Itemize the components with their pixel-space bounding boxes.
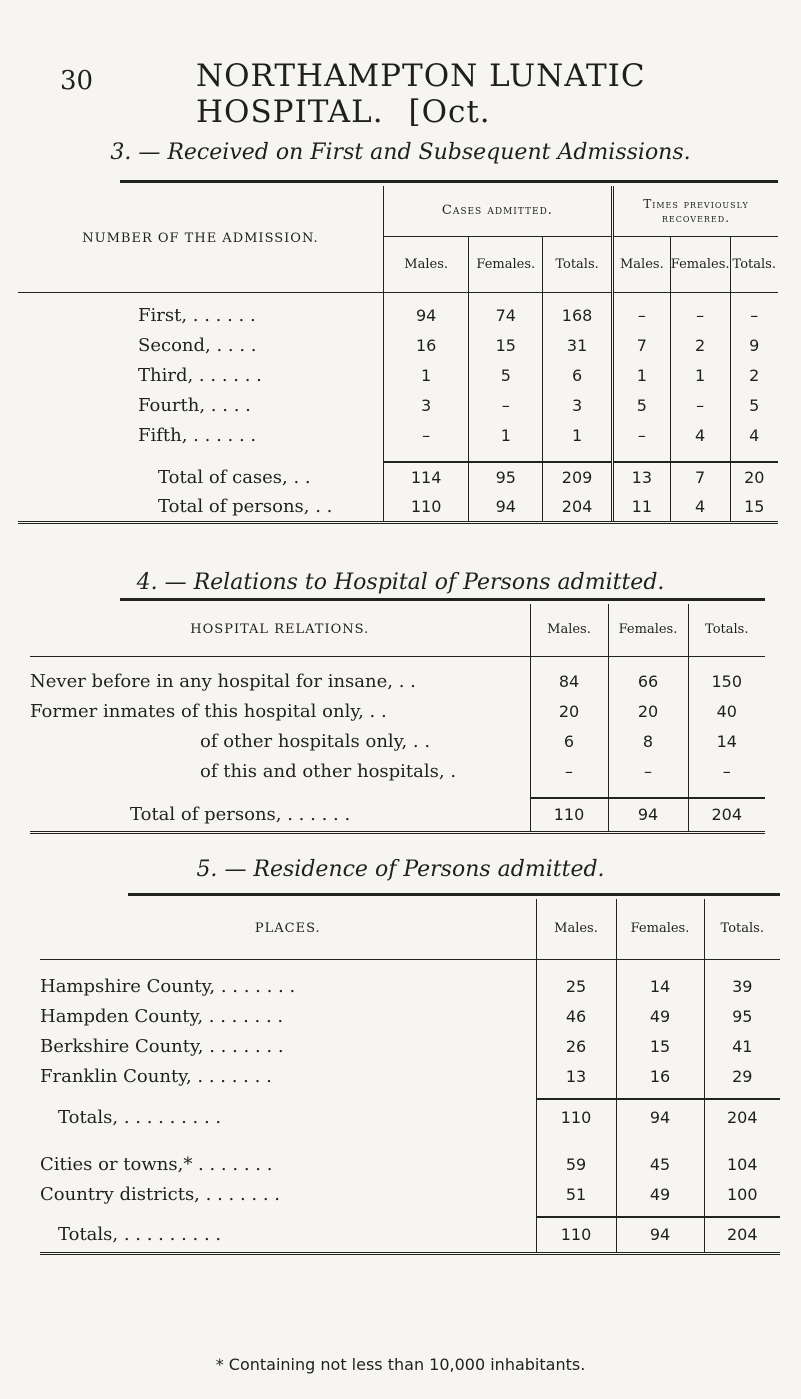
value-cell: 7: [612, 330, 670, 360]
table4-top-rule: [120, 598, 765, 601]
row-label: Totals, . . . . . . . . .: [40, 1217, 536, 1253]
table-row: [30, 696, 765, 726]
table3-sub-header: Totals.: [543, 236, 613, 292]
value-cell: 16: [383, 330, 469, 360]
value-cell: 95: [704, 1001, 780, 1031]
value-cell: 46: [536, 1001, 616, 1031]
value-cell: –: [670, 390, 730, 420]
table-row: [30, 756, 765, 786]
row-label: Fifth, . . . . . .: [138, 424, 257, 446]
row-label: Second, . . . .: [138, 334, 257, 356]
table-row: [40, 971, 780, 1001]
value-cell: 1: [543, 420, 613, 450]
value-cell: –: [612, 420, 670, 450]
value-cell: 15: [730, 492, 778, 522]
table4-title: [0, 570, 801, 595]
table3-sub-header: Females.: [670, 236, 730, 292]
value-cell: 94: [383, 300, 469, 330]
table3: [18, 186, 778, 524]
table-row: [40, 1149, 780, 1179]
value-cell: 14: [616, 971, 704, 1001]
value-cell: 8: [608, 726, 688, 756]
row-label: Totals, . . . . . . . . .: [58, 1106, 222, 1128]
value-cell: –: [530, 756, 608, 786]
table3-row-header: NUMBER OF THE ADMISSION.: [18, 186, 383, 292]
value-cell: 15: [469, 330, 543, 360]
value-cell: 66: [608, 666, 688, 696]
value-cell: 110: [536, 1217, 616, 1253]
table3-group-recovered: Times previously recovered.: [612, 186, 778, 236]
value-cell: 26: [536, 1031, 616, 1061]
table-row: [18, 360, 778, 390]
value-cell: 110: [383, 492, 469, 522]
value-cell: 94: [616, 1217, 704, 1253]
table-row: [18, 492, 778, 522]
table4-row-header: HOSPITAL RELATIONS.: [30, 604, 530, 656]
table5-sub-header: Totals.: [704, 899, 780, 959]
page-number: 30: [60, 66, 94, 96]
value-cell: 4: [670, 420, 730, 450]
row-label: Berkshire County, . . . . . . .: [40, 1035, 284, 1057]
value-cell: 5: [612, 390, 670, 420]
value-cell: 49: [616, 1179, 704, 1209]
issue-date: [Oct.: [408, 94, 491, 130]
table5-sub-header: Males.: [536, 899, 616, 959]
table5: [40, 899, 780, 1255]
table3-sub-header: Males.: [383, 236, 469, 292]
value-cell: 45: [616, 1149, 704, 1179]
value-cell: 1: [670, 360, 730, 390]
table4-number: 4.: [136, 570, 158, 595]
value-cell: –: [469, 390, 543, 420]
value-cell: 114: [383, 462, 469, 492]
table-row: [18, 390, 778, 420]
table3-group-cases: Cases admitted.: [383, 186, 612, 236]
table4-sub-header: Totals.: [688, 604, 765, 656]
table4-sub-header: Males.: [530, 604, 608, 656]
value-cell: 110: [530, 798, 608, 832]
table5-row-header: PLACES.: [40, 899, 536, 959]
table-row: [30, 726, 765, 756]
value-cell: –: [612, 300, 670, 330]
row-label: Never before in any hospital for insane, . .: [30, 670, 416, 692]
table-row: [18, 330, 778, 360]
value-cell: 25: [536, 971, 616, 1001]
value-cell: 94: [608, 798, 688, 832]
row-label: of this and other hospitals, .: [200, 760, 457, 782]
table-row: [40, 1217, 780, 1253]
table-row: [40, 1099, 780, 1135]
table3-heading: — Received on First and Subsequent Admissions.: [138, 140, 691, 165]
value-cell: 16: [616, 1061, 704, 1091]
table5-top-rule: [128, 893, 780, 896]
value-cell: 209: [543, 462, 613, 492]
value-cell: 59: [536, 1149, 616, 1179]
row-label: Fourth, . . . .: [138, 394, 251, 416]
value-cell: 13: [536, 1061, 616, 1091]
value-cell: 31: [543, 330, 613, 360]
value-cell: 49: [616, 1001, 704, 1031]
value-cell: 168: [543, 300, 613, 330]
value-cell: 204: [543, 492, 613, 522]
row-label: Third, . . . . . .: [138, 364, 262, 386]
value-cell: 6: [530, 726, 608, 756]
value-cell: 7: [670, 462, 730, 492]
value-cell: 100: [704, 1179, 780, 1209]
value-cell: 150: [688, 666, 765, 696]
table3-sub-header: Males.: [612, 236, 670, 292]
value-cell: 5: [730, 390, 778, 420]
value-cell: –: [608, 756, 688, 786]
table4-heading: — Relations to Hospital of Persons admitted.: [164, 570, 665, 595]
row-label: of other hospitals only, . .: [200, 730, 431, 752]
row-label: Total of persons, . .: [18, 492, 383, 522]
table-row: [18, 462, 778, 492]
running-title: [196, 58, 801, 130]
row-label: First, . . . . . .: [138, 304, 256, 326]
value-cell: 3: [383, 390, 469, 420]
value-cell: 6: [543, 360, 613, 390]
row-label: Total of cases, . .: [158, 466, 311, 488]
table5-sub-header: Females.: [616, 899, 704, 959]
value-cell: 1: [383, 360, 469, 390]
value-cell: 29: [704, 1061, 780, 1091]
table-row: [40, 1031, 780, 1061]
value-cell: 4: [670, 492, 730, 522]
value-cell: –: [688, 756, 765, 786]
page-header: [0, 58, 801, 130]
table5-title: [0, 857, 801, 882]
value-cell: 41: [704, 1031, 780, 1061]
value-cell: 9: [730, 330, 778, 360]
table-row: [30, 666, 765, 696]
value-cell: 94: [469, 492, 543, 522]
value-cell: 51: [536, 1179, 616, 1209]
table3-sub-header: Totals.: [730, 236, 778, 292]
footnote: * Containing not less than 10,000 inhabitants.: [215, 1355, 586, 1374]
row-label: Hampden County, . . . . . . .: [40, 1005, 284, 1027]
row-label: Total of persons, . . . . . .: [30, 798, 530, 832]
value-cell: 104: [704, 1149, 780, 1179]
value-cell: 20: [530, 696, 608, 726]
value-cell: 40: [688, 696, 765, 726]
value-cell: 11: [612, 492, 670, 522]
value-cell: 2: [670, 330, 730, 360]
row-label: Country districts, . . . . . . .: [40, 1183, 281, 1205]
table3-sub-header: Females.: [469, 236, 543, 292]
row-label: Cities or towns,* . . . . . . .: [40, 1153, 273, 1175]
value-cell: 20: [608, 696, 688, 726]
value-cell: 95: [469, 462, 543, 492]
value-cell: 20: [730, 462, 778, 492]
value-cell: 4: [730, 420, 778, 450]
table-row: [18, 420, 778, 450]
value-cell: –: [730, 300, 778, 330]
value-cell: 5: [469, 360, 543, 390]
table5-number: 5.: [196, 857, 218, 882]
value-cell: 2: [730, 360, 778, 390]
table3-top-rule: [120, 180, 778, 183]
table3-number: 3.: [110, 140, 132, 165]
value-cell: 14: [688, 726, 765, 756]
table3-title: [0, 140, 801, 165]
table-row: [30, 798, 765, 832]
row-label: Franklin County, . . . . . . .: [40, 1065, 272, 1087]
value-cell: 94: [616, 1099, 704, 1135]
table-row: [18, 300, 778, 330]
value-cell: 204: [704, 1217, 780, 1253]
value-cell: 39: [704, 971, 780, 1001]
value-cell: 13: [612, 462, 670, 492]
value-cell: 84: [530, 666, 608, 696]
value-cell: 15: [616, 1031, 704, 1061]
row-label: Former inmates of this hospital only, . .: [30, 700, 387, 722]
table-row: [40, 1179, 780, 1209]
value-cell: 1: [612, 360, 670, 390]
value-cell: 204: [704, 1099, 780, 1135]
value-cell: 3: [543, 390, 613, 420]
value-cell: –: [670, 300, 730, 330]
value-cell: 74: [469, 300, 543, 330]
running-title-text: NORTHAMPTON LUNATIC HOSPITAL.: [196, 58, 646, 130]
table4-sub-header: Females.: [608, 604, 688, 656]
table5-heading: — Residence of Persons admitted.: [224, 857, 605, 882]
value-cell: 1: [469, 420, 543, 450]
table-row: [40, 1061, 780, 1091]
table4: [30, 604, 765, 834]
row-label: Hampshire County, . . . . . . .: [40, 975, 296, 997]
value-cell: 204: [688, 798, 765, 832]
value-cell: 110: [536, 1099, 616, 1135]
table-row: [40, 1001, 780, 1031]
value-cell: –: [383, 420, 469, 450]
